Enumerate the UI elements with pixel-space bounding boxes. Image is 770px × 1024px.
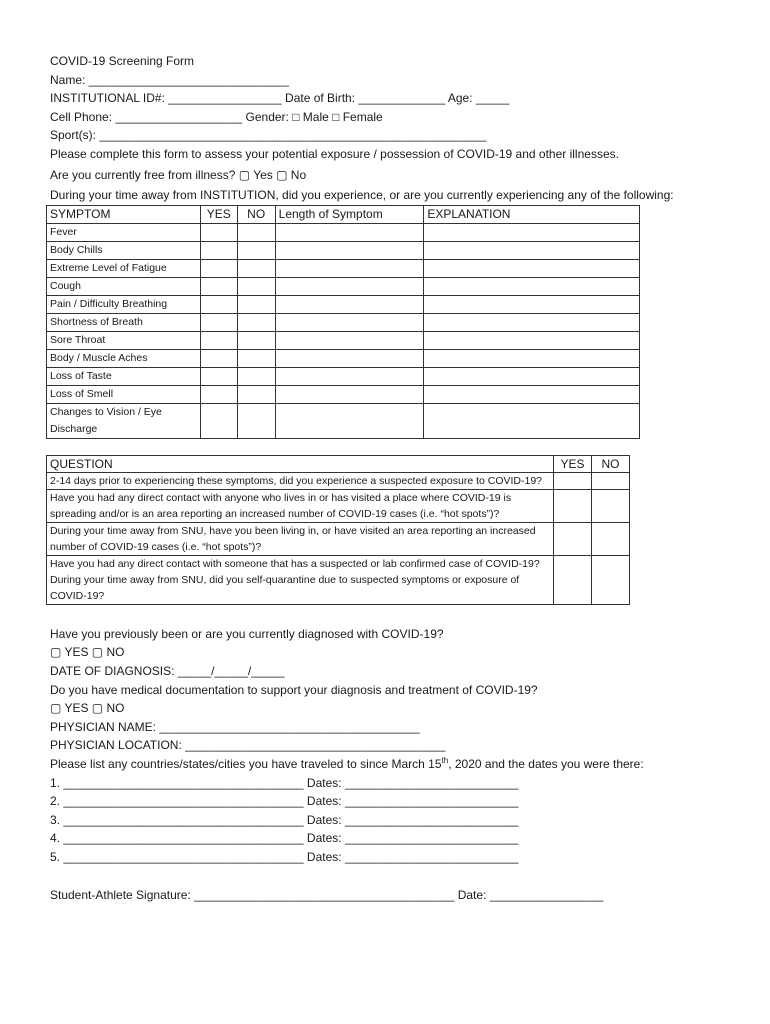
question-text: 2-14 days prior to experiencing these symptoms, did you experience a suspected exposure to COVID-19? (47, 472, 554, 489)
yes-cell[interactable] (200, 403, 237, 438)
length-cell[interactable] (275, 277, 424, 295)
physician-location-field[interactable]: PHYSICIAN LOCATION: _______________________________________ (50, 738, 446, 753)
length-cell[interactable] (275, 367, 424, 385)
no-cell[interactable] (592, 489, 630, 522)
diagnosis-question: Have you previously been or are you currently diagnosed with COVID-19? (50, 626, 444, 641)
explanation-cell[interactable] (424, 331, 640, 349)
travel-entry-field[interactable]: 1. ____________________________________ Dates: __________________________ (50, 775, 519, 790)
question-row (47, 522, 630, 555)
symptom-row (47, 331, 640, 349)
question-text: Have you had any direct contact with anyone who lives in or has visited a place where COVID-19 is spreading and/or is an area reporting an increased number of COVID-19 cases (i.e. “hot spots”)? (47, 489, 554, 522)
yes-cell[interactable] (200, 349, 237, 367)
yes-cell[interactable] (200, 367, 237, 385)
question-header: QUESTION (47, 455, 554, 472)
symptom-row (47, 403, 640, 438)
yes-header: YES (200, 205, 237, 223)
no-cell[interactable] (237, 223, 275, 241)
explanation-cell[interactable] (424, 241, 640, 259)
explanation-cell[interactable] (424, 367, 640, 385)
travel-entry-field[interactable]: 4. ____________________________________ Dates: __________________________ (50, 831, 519, 846)
no-cell[interactable] (237, 331, 275, 349)
no-cell[interactable] (237, 403, 275, 438)
explanation-cell[interactable] (424, 223, 640, 241)
symptom-row (47, 277, 640, 295)
yes-cell[interactable] (554, 555, 592, 604)
symptom-name: Pain / Difficulty Breathing (47, 295, 201, 313)
symptom-name: Loss of Smell (47, 385, 201, 403)
question-table-header (47, 455, 630, 472)
diagnosis-options[interactable]: ▢ YES ▢ NO (50, 645, 125, 660)
yes-cell[interactable] (554, 472, 592, 489)
symptom-table (46, 205, 640, 439)
cell-phone-gender-field[interactable]: Cell Phone: ___________________ Gender: □ Male □ Female (50, 109, 383, 124)
length-cell[interactable] (275, 313, 424, 331)
symptom-name: Shortness of Breath (47, 313, 201, 331)
question-text: During your time away from SNU, have you been living in, or have visited an area reporting an increased number of COVID-19 cases (i.e. “hot spots”)? (47, 522, 554, 555)
yes-cell[interactable] (200, 313, 237, 331)
yes-cell[interactable] (200, 385, 237, 403)
yes-cell[interactable] (200, 331, 237, 349)
no-cell[interactable] (592, 472, 630, 489)
question-row (47, 472, 630, 489)
name-field[interactable]: Name: ______________________________ (50, 72, 289, 87)
length-cell[interactable] (275, 295, 424, 313)
sports-field[interactable]: Sport(s): __________________________________________________________ (50, 128, 487, 143)
explanation-cell[interactable] (424, 349, 640, 367)
length-header: Length of Symptom (275, 205, 424, 223)
documentation-question: Do you have medical documentation to support your diagnosis and treatment of COVID-19? (50, 682, 538, 697)
no-header: NO (592, 455, 630, 472)
symptom-row (47, 241, 640, 259)
symptom-table-header (47, 205, 640, 223)
length-cell[interactable] (275, 331, 424, 349)
length-cell[interactable] (275, 403, 424, 438)
no-cell[interactable] (237, 385, 275, 403)
length-cell[interactable] (275, 349, 424, 367)
form-title: COVID-19 Screening Form (50, 54, 195, 68)
yes-cell[interactable] (200, 277, 237, 295)
question-table (46, 455, 630, 605)
symptom-row (47, 367, 640, 385)
symptom-name: Fever (47, 223, 201, 241)
explanation-cell[interactable] (424, 295, 640, 313)
no-cell[interactable] (237, 295, 275, 313)
question-row (47, 489, 630, 522)
explanation-cell[interactable] (424, 403, 640, 438)
symptom-name: Sore Throat (47, 331, 201, 349)
no-cell[interactable] (237, 313, 275, 331)
length-cell[interactable] (275, 223, 424, 241)
no-cell[interactable] (237, 349, 275, 367)
explanation-header: EXPLANATION (424, 205, 640, 223)
instruction-text: Please complete this form to assess your potential exposure / possession of COVID-19 and other illnesses. (50, 146, 619, 161)
symptom-name: Cough (47, 277, 201, 295)
yes-header: YES (554, 455, 592, 472)
signature-field[interactable]: Student-Athlete Signature: _______________________________________ Date: _________________ (50, 888, 604, 903)
symptom-name: Body / Muscle Aches (47, 349, 201, 367)
yes-cell[interactable] (200, 241, 237, 259)
travel-entry-field[interactable]: 3. ____________________________________ Dates: __________________________ (50, 812, 519, 827)
travel-entry-field[interactable]: 5. ____________________________________ Dates: __________________________ (50, 849, 519, 864)
explanation-cell[interactable] (424, 277, 640, 295)
time-away-question: During your time away from INSTITUTION, did you experience, or are you currently experiencing any of the following: (50, 188, 674, 203)
question-row (47, 555, 630, 604)
diagnosis-date-field[interactable]: DATE OF DIAGNOSIS: _____/_____/_____ (50, 663, 285, 678)
screening-form (50, 52, 720, 905)
no-cell[interactable] (237, 259, 275, 277)
no-cell[interactable] (592, 555, 630, 604)
symptom-name: Changes to Vision / Eye Discharge (47, 403, 201, 438)
free-from-illness-question[interactable]: Are you currently free from illness? ▢ Yes ▢ No (50, 167, 307, 182)
symptom-name: Extreme Level of Fatigue (47, 259, 201, 277)
yes-cell[interactable] (554, 522, 592, 555)
yes-cell[interactable] (554, 489, 592, 522)
yes-cell[interactable] (200, 259, 237, 277)
yes-cell[interactable] (200, 295, 237, 313)
documentation-options[interactable]: ▢ YES ▢ NO (50, 701, 125, 716)
explanation-cell[interactable] (424, 313, 640, 331)
no-header: NO (237, 205, 275, 223)
symptom-row (47, 295, 640, 313)
yes-cell[interactable] (200, 223, 237, 241)
explanation-cell[interactable] (424, 385, 640, 403)
length-cell[interactable] (275, 241, 424, 259)
symptom-name: Loss of Taste (47, 367, 201, 385)
symptom-row (47, 385, 640, 403)
symptom-name: Body Chills (47, 241, 201, 259)
symptom-row (47, 349, 640, 367)
travel-entry-field[interactable]: 2. ____________________________________ Dates: __________________________ (50, 794, 519, 809)
symptom-row (47, 223, 640, 241)
no-cell[interactable] (237, 277, 275, 295)
length-cell[interactable] (275, 385, 424, 403)
symptom-row (47, 313, 640, 331)
symptom-header: SYMPTOM (47, 205, 201, 223)
symptom-row (47, 259, 640, 277)
no-cell[interactable] (592, 522, 630, 555)
no-cell[interactable] (237, 367, 275, 385)
no-cell[interactable] (237, 241, 275, 259)
institutional-id-field[interactable]: INSTITUTIONAL ID#: _________________ Date of Birth: _____________ Age: _____ (50, 91, 510, 106)
question-text: Have you had any direct contact with someone that has a suspected or lab confirmed case of COVID-19? During your time away from SNU, did you self-quarantine due to suspected symptoms or exposure of COVID-19? (47, 555, 554, 604)
length-cell[interactable] (275, 259, 424, 277)
physician-name-field[interactable]: PHYSICIAN NAME: _______________________________________ (50, 719, 420, 734)
explanation-cell[interactable] (424, 259, 640, 277)
travel-prompt: Please list any countries/states/cities you have traveled to since March 15th, 2020 and the dates you were there: (50, 755, 644, 771)
